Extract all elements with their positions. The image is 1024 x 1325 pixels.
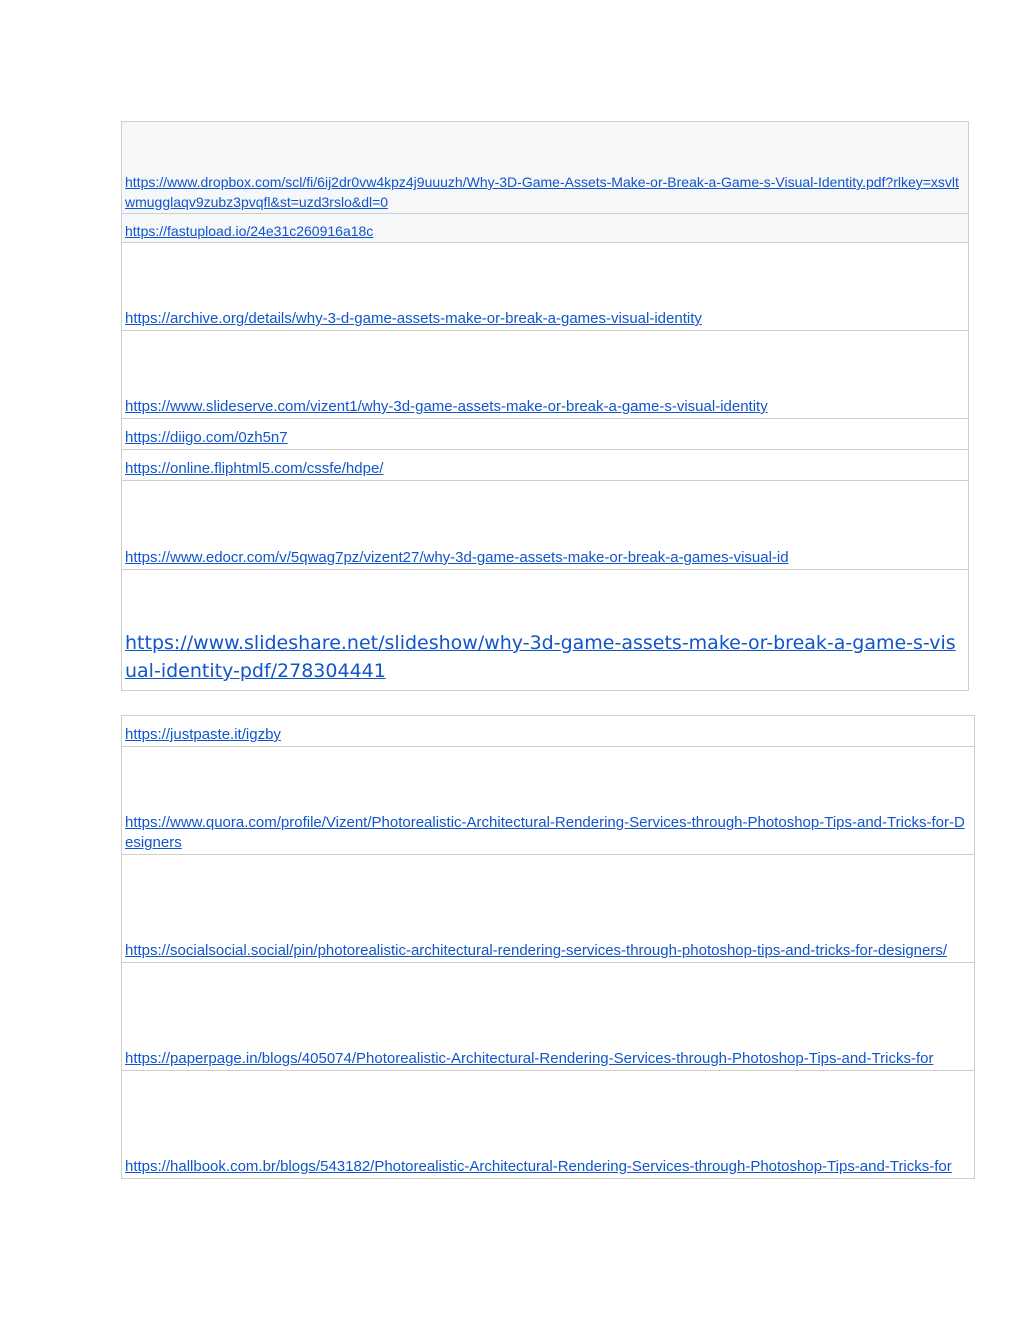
table-cell <box>122 716 975 747</box>
quora-link[interactable]: https://www.quora.com/profile/Vizent/Photorealistic-Architectural-Rendering-Services-through-Photoshop-Tips-and-Tricks-for-Designers <box>125 814 965 851</box>
table-row <box>122 243 969 331</box>
table-row <box>122 331 969 419</box>
table-row <box>122 214 969 243</box>
table-row <box>122 747 975 855</box>
table-row <box>122 1071 975 1179</box>
table-row <box>122 419 969 450</box>
fastupload-link[interactable]: https://fastupload.io/24e31c260916a18c <box>125 223 374 239</box>
dropbox-link[interactable]: https://www.dropbox.com/scl/fi/6ij2dr0vw4kpz4j9uuuzh/Why-3D-Game-Assets-Make-or-Break-a-Game-s-Visual-Identity.pdf?rlkey=xsvltwmugglaqv9zubz3pvqfl&st=uzd3rslo&dl=0 <box>125 174 959 210</box>
table-row <box>122 570 969 691</box>
table-row <box>122 481 969 570</box>
archive-link[interactable]: https://archive.org/details/why-3-d-game-assets-make-or-break-a-games-visual-identity <box>125 310 702 327</box>
table-cell <box>122 570 969 691</box>
table-row <box>122 963 975 1071</box>
table-row <box>122 450 969 481</box>
justpaste-link[interactable]: https://justpaste.it/igzby <box>125 726 281 743</box>
links-table-2 <box>121 715 975 1179</box>
edocr-link[interactable]: https://www.edocr.com/v/5qwag7pz/vizent27/why-3d-game-assets-make-or-break-a-games-visual-id <box>125 549 789 566</box>
table-row <box>122 122 969 214</box>
slideserve-link[interactable]: https://www.slideserve.com/vizent1/why-3d-game-assets-make-or-break-a-game-s-visual-identity <box>125 398 768 415</box>
table-cell <box>122 122 969 214</box>
socialsocial-link[interactable]: https://socialsocial.social/pin/photorealistic-architectural-rendering-services-through-photoshop-tips-and-tricks-for-designers/ <box>125 942 948 959</box>
table-cell <box>122 481 969 570</box>
paperpage-link[interactable]: https://paperpage.in/blogs/405074/Photorealistic-Architectural-Rendering-Services-through-Photoshop-Tips-and-Tricks-for <box>125 1050 934 1067</box>
table-cell <box>122 747 975 855</box>
table-cell <box>122 1071 975 1179</box>
table-cell <box>122 450 969 481</box>
hallbook-link[interactable]: https://hallbook.com.br/blogs/543182/Photorealistic-Architectural-Rendering-Services-through-Photoshop-Tips-and-Tricks-for <box>125 1158 952 1175</box>
fliphtml5-link[interactable]: https://online.fliphtml5.com/cssfe/hdpe/ <box>125 460 384 477</box>
links-table-1 <box>121 121 969 691</box>
slideshare-link[interactable]: https://www.slideshare.net/slideshow/why-3d-game-assets-make-or-break-a-game-s-visual-identity-pdf/278304441 <box>125 632 956 682</box>
table-cell <box>122 963 975 1071</box>
diigo-link[interactable]: https://diigo.com/0zh5n7 <box>125 429 288 446</box>
table-cell <box>122 855 975 963</box>
table-cell <box>122 243 969 331</box>
table-row <box>122 855 975 963</box>
table-cell <box>122 419 969 450</box>
table-cell <box>122 214 969 243</box>
table-row <box>122 716 975 747</box>
table-cell <box>122 331 969 419</box>
